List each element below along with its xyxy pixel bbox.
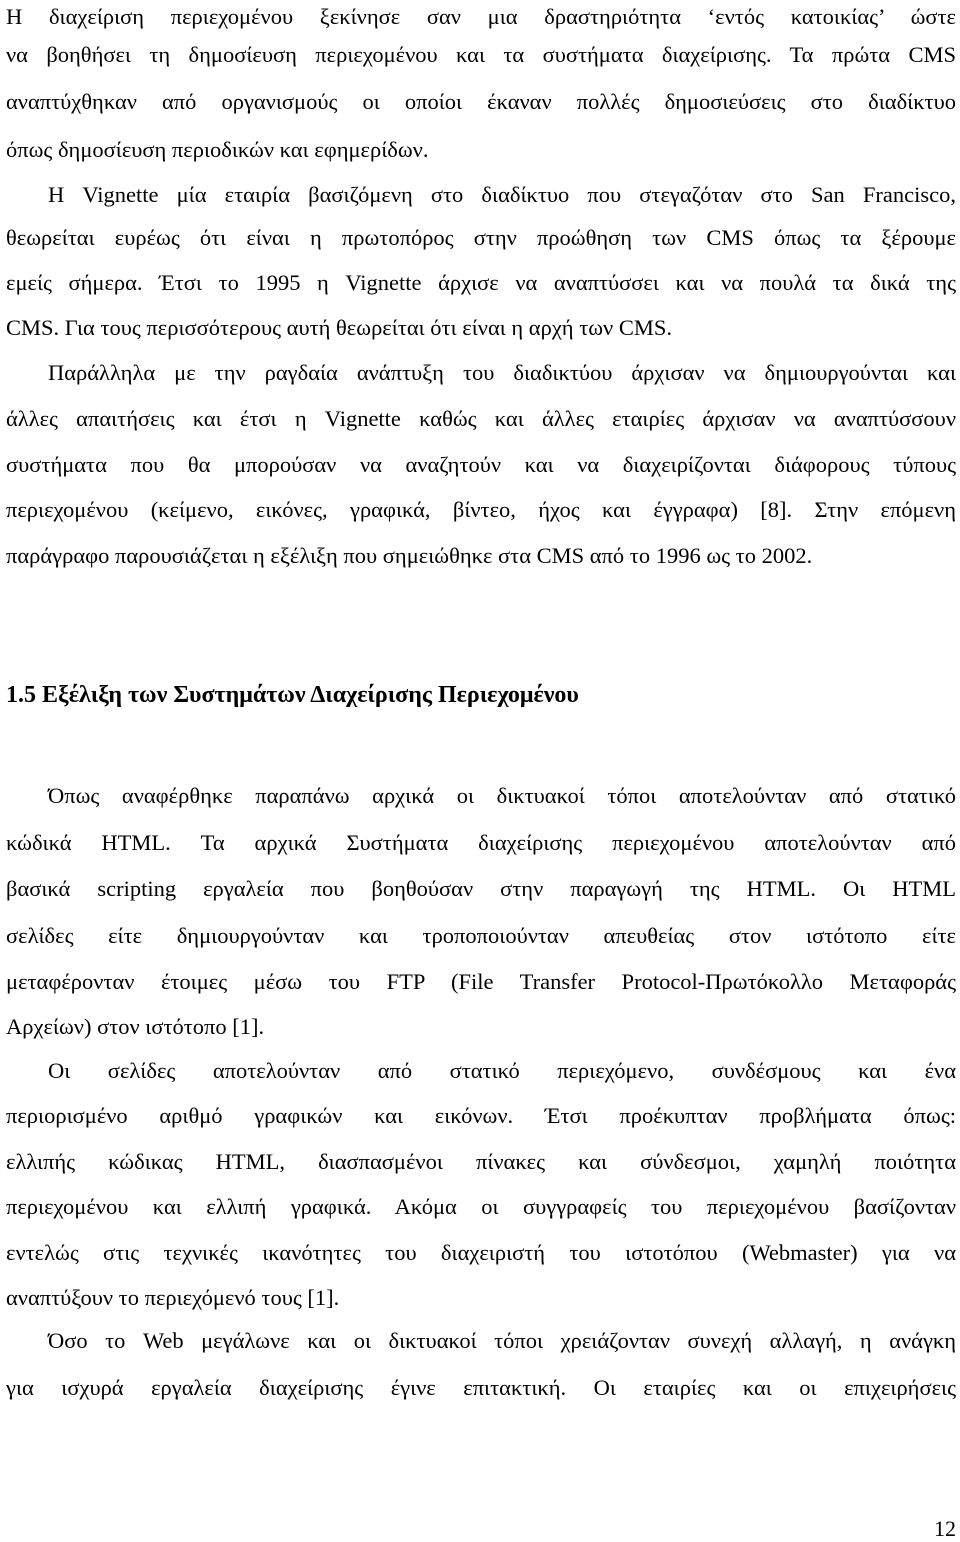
text-line: αναπτύξουν το περιεχόμενό τους [1].: [6, 1285, 340, 1310]
text-line: περιορισμένο αριθμό γραφικών και εικόνων. Έτσι προέκυπταν προβλήματα όπως:: [6, 1103, 956, 1128]
text-line: εντελώς στις τεχνικές ικανότητες του διαχειριστή του ιστοτόπου (Webmaster) για να: [6, 1240, 956, 1265]
text-line: Παράλληλα με την ραγδαία ανάπτυξη του διαδικτύου άρχισαν να δημιουργούνται και: [48, 360, 956, 385]
text-line: περιεχομένου (κείμενο, εικόνες, γραφικά, βίντεο, ήχος και έγγραφα) [8]. Στην επόμενη: [6, 497, 956, 522]
text-line: αναπτύχθηκαν από οργανισμούς οι οποίοι έκαναν πολλές δημοσιεύσεις στο διαδίκτυο: [6, 89, 956, 114]
text-line: άλλες απαιτήσεις και έτσι η Vignette καθώς και άλλες εταιρίες άρχισαν να αναπτύσσουν: [6, 406, 956, 431]
text-line: Αρχείων) στον ιστότοπο [1].: [6, 1014, 265, 1039]
text-line: CMS. Για τους περισσότερους αυτή θεωρείται ότι είναι η αρχή των CMS.: [6, 315, 673, 340]
text-line: ελλιπής κώδικας HTML, διασπασμένοι πίνακες και σύνδεσμοι, χαμηλή ποιότητα: [6, 1149, 956, 1174]
text-line: όπως δημοσίευση περιοδικών και εφημερίδων.: [6, 137, 429, 162]
text-line: Όπως αναφέρθηκε παραπάνω αρχικά οι δικτυακοί τόποι αποτελούνταν από στατικό: [48, 783, 956, 808]
text-line: Οι σελίδες αποτελούνταν από στατικό περιεχόμενο, συνδέσμους και ένα: [48, 1058, 956, 1083]
text-line: για ισχυρά εργαλεία διαχείρισης έγινε επιτακτική. Οι εταιρίες και οι επιχειρήσεις: [6, 1375, 956, 1400]
section-heading: 1.5 Εξέλιξη των Συστημάτων Διαχείρισης Περιεχομένου: [6, 682, 579, 708]
text-line: βασικά scripting εργαλεία που βοηθούσαν στην παραγωγή της HTML. Οι HTML: [6, 876, 956, 901]
text-line: να βοηθήσει τη δημοσίευση περιεχομένου και τα συστήματα διαχείρισης. Τα πρώτα CMS: [6, 42, 956, 67]
text-line: συστήματα που θα μπορούσαν να αναζητούν και να διαχειρίζονται διάφορους τύπους: [6, 452, 956, 477]
text-line: εμείς σήμερα. Έτσι το 1995 η Vignette άρχισε να αναπτύσσει και να πουλά τα δικά της: [6, 270, 956, 295]
text-line: Η Vignette μία εταιρία βασιζόμενη στο διαδίκτυο που στεγαζόταν στο San Francisco,: [48, 182, 956, 207]
page-number: 12: [934, 1516, 956, 1541]
text-line: Η διαχείριση περιεχομένου ξεκίνησε σαν μια δραστηριότητα ‘εντός κατοικίας’ ώστε: [6, 4, 956, 29]
text-line: παράγραφο παρουσιάζεται η εξέλιξη που σημειώθηκε στα CMS από το 1996 ως το 2002.: [6, 543, 813, 568]
text-line: κώδικά HTML. Τα αρχικά Συστήματα διαχείρισης περιεχομένου αποτελούνταν από: [6, 830, 956, 855]
text-line: Όσο το Web μεγάλωνε και οι δικτυακοί τόποι χρειάζονταν συνεχή αλλαγή, η ανάγκη: [48, 1328, 956, 1353]
text-line: περιεχομένου και ελλιπή γραφικά. Ακόμα οι συγγραφείς του περιεχομένου βασίζονταν: [6, 1194, 956, 1219]
text-line: μεταφέρονταν έτοιμες μέσω του FTP (File Transfer Protocol-Πρωτόκολλο Μεταφοράς: [6, 969, 956, 994]
text-line: σελίδες είτε δημιουργούνταν και τροποποιούνταν απευθείας στον ιστότοπο είτε: [6, 923, 956, 948]
text-line: θεωρείται ευρέως ότι είναι η πρωτοπόρος στην προώθηση των CMS όπως τα ξέρουμε: [6, 225, 956, 250]
